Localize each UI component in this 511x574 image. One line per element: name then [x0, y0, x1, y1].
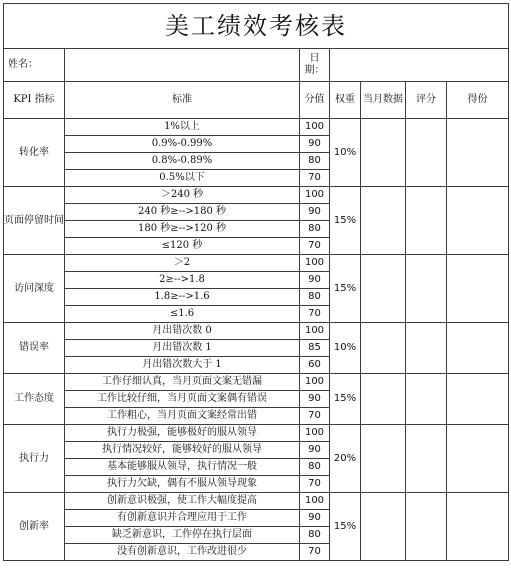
standard-cell: 执行情况较好，能够较好的服从领导 [65, 442, 300, 459]
table-row [4, 255, 509, 272]
standard-cell: 执行力极强，能够极好的服从领导 [65, 425, 300, 442]
standard-cell: 工作粗心，当月页面文案经常出错 [65, 408, 300, 425]
header-points: 得份 [447, 82, 509, 119]
standard-cell: 180 秒≥-->120 秒 [65, 221, 300, 238]
standard-cell: 1%以上 [65, 119, 300, 136]
table-row [4, 374, 509, 391]
standard-cell: 0.9%-0.99% [65, 136, 300, 153]
score-cell: 60 [300, 357, 330, 374]
page-title: 美工绩效考核表 [4, 4, 509, 49]
name-field[interactable] [65, 49, 300, 82]
header-kpi: KPI 指标 [4, 82, 65, 119]
weight-cell: 15% [330, 187, 361, 255]
standard-cell: ≤120 秒 [65, 238, 300, 255]
weight-cell: 15% [330, 493, 361, 561]
score-cell: 100 [300, 255, 330, 272]
kpi-name: 工作态度 [4, 374, 65, 425]
score-cell: 80 [300, 527, 330, 544]
weight-cell: 10% [330, 323, 361, 374]
standard-cell: ＞2 [65, 255, 300, 272]
kpi-name: 创新率 [4, 493, 65, 561]
points-field[interactable] [447, 323, 509, 374]
table-row [4, 323, 509, 340]
month-data-field[interactable] [361, 323, 406, 374]
score-cell: 90 [300, 204, 330, 221]
score-cell: 90 [300, 272, 330, 289]
standard-cell: 240 秒≥-->180 秒 [65, 204, 300, 221]
rating-field[interactable] [406, 425, 447, 493]
weight-cell: 20% [330, 425, 361, 493]
header-weight: 权重 [330, 82, 361, 119]
score-cell: 100 [300, 493, 330, 510]
score-cell: 70 [300, 544, 330, 561]
kpi-name: 页面停留时间 [4, 187, 65, 255]
rating-field[interactable] [406, 493, 447, 561]
standard-cell: 月出错次数 0 [65, 323, 300, 340]
table-row [4, 187, 509, 204]
header-standard: 标准 [65, 82, 300, 119]
weight-cell: 15% [330, 255, 361, 323]
points-field[interactable] [447, 119, 509, 187]
table-row [4, 425, 509, 442]
score-cell: 70 [300, 476, 330, 493]
rating-field[interactable] [406, 255, 447, 323]
score-cell: 80 [300, 289, 330, 306]
weight-cell: 10% [330, 119, 361, 187]
rating-field[interactable] [406, 187, 447, 255]
score-cell: 80 [300, 153, 330, 170]
score-cell: 80 [300, 459, 330, 476]
standard-cell: 0.5%以下 [65, 170, 300, 187]
score-cell: 90 [300, 136, 330, 153]
month-data-field[interactable] [361, 119, 406, 187]
standard-cell: ＞240 秒 [65, 187, 300, 204]
score-cell: 70 [300, 170, 330, 187]
points-field[interactable] [447, 374, 509, 425]
name-label: 姓名： [4, 49, 65, 82]
score-cell: 100 [300, 323, 330, 340]
points-field[interactable] [447, 255, 509, 323]
standard-cell: 工作仔细认真，当月页面文案无错漏 [65, 374, 300, 391]
points-field[interactable] [447, 425, 509, 493]
standard-cell: ≤1.6 [65, 306, 300, 323]
kpi-name: 错误率 [4, 323, 65, 374]
points-field[interactable] [447, 187, 509, 255]
kpi-name: 转化率 [4, 119, 65, 187]
header-rating: 评分 [406, 82, 447, 119]
rating-field[interactable] [406, 323, 447, 374]
standard-cell: 缺乏新意识，工作停在执行层面 [65, 527, 300, 544]
score-cell: 100 [300, 119, 330, 136]
rating-field[interactable] [406, 119, 447, 187]
score-cell: 85 [300, 340, 330, 357]
score-cell: 100 [300, 374, 330, 391]
standard-cell: 工作比较仔细，当月页面文案偶有错误 [65, 391, 300, 408]
standard-cell: 月出错次数 1 [65, 340, 300, 357]
weight-cell: 15% [330, 374, 361, 425]
standard-cell: 有创新意识并合理应用于工作 [65, 510, 300, 527]
standard-cell: 创新意识极强，使工作大幅度提高 [65, 493, 300, 510]
month-data-field[interactable] [361, 187, 406, 255]
kpi-name: 访问深度 [4, 255, 65, 323]
header-month-data: 当月数据 [361, 82, 406, 119]
score-cell: 70 [300, 306, 330, 323]
score-cell: 70 [300, 238, 330, 255]
month-data-field[interactable] [361, 255, 406, 323]
points-field[interactable] [447, 493, 509, 561]
standard-cell: 执行力欠缺，偶有不服从领导现象 [65, 476, 300, 493]
date-label: 日期： [300, 49, 330, 82]
month-data-field[interactable] [361, 425, 406, 493]
header-score: 分值 [300, 82, 330, 119]
standard-cell: 1.8≥-->1.6 [65, 289, 300, 306]
standard-cell: 月出错次数大于 1 [65, 357, 300, 374]
score-cell: 90 [300, 510, 330, 527]
score-cell: 90 [300, 442, 330, 459]
score-cell: 100 [300, 425, 330, 442]
standard-cell: 没有创新意识，工作改进很少 [65, 544, 300, 561]
rating-field[interactable] [406, 374, 447, 425]
score-cell: 80 [300, 221, 330, 238]
standard-cell: 2≥-->1.8 [65, 272, 300, 289]
month-data-field[interactable] [361, 493, 406, 561]
score-cell: 70 [300, 408, 330, 425]
standard-cell: 基本能够服从领导，执行情况一般 [65, 459, 300, 476]
score-cell: 100 [300, 187, 330, 204]
kpi-name: 执行力 [4, 425, 65, 493]
table-row [4, 493, 509, 510]
table-row [4, 119, 509, 136]
month-data-field[interactable] [361, 374, 406, 425]
date-field[interactable] [330, 49, 509, 82]
score-cell: 90 [300, 391, 330, 408]
standard-cell: 0.8%-0.89% [65, 153, 300, 170]
kpi-assessment-table [3, 3, 509, 561]
